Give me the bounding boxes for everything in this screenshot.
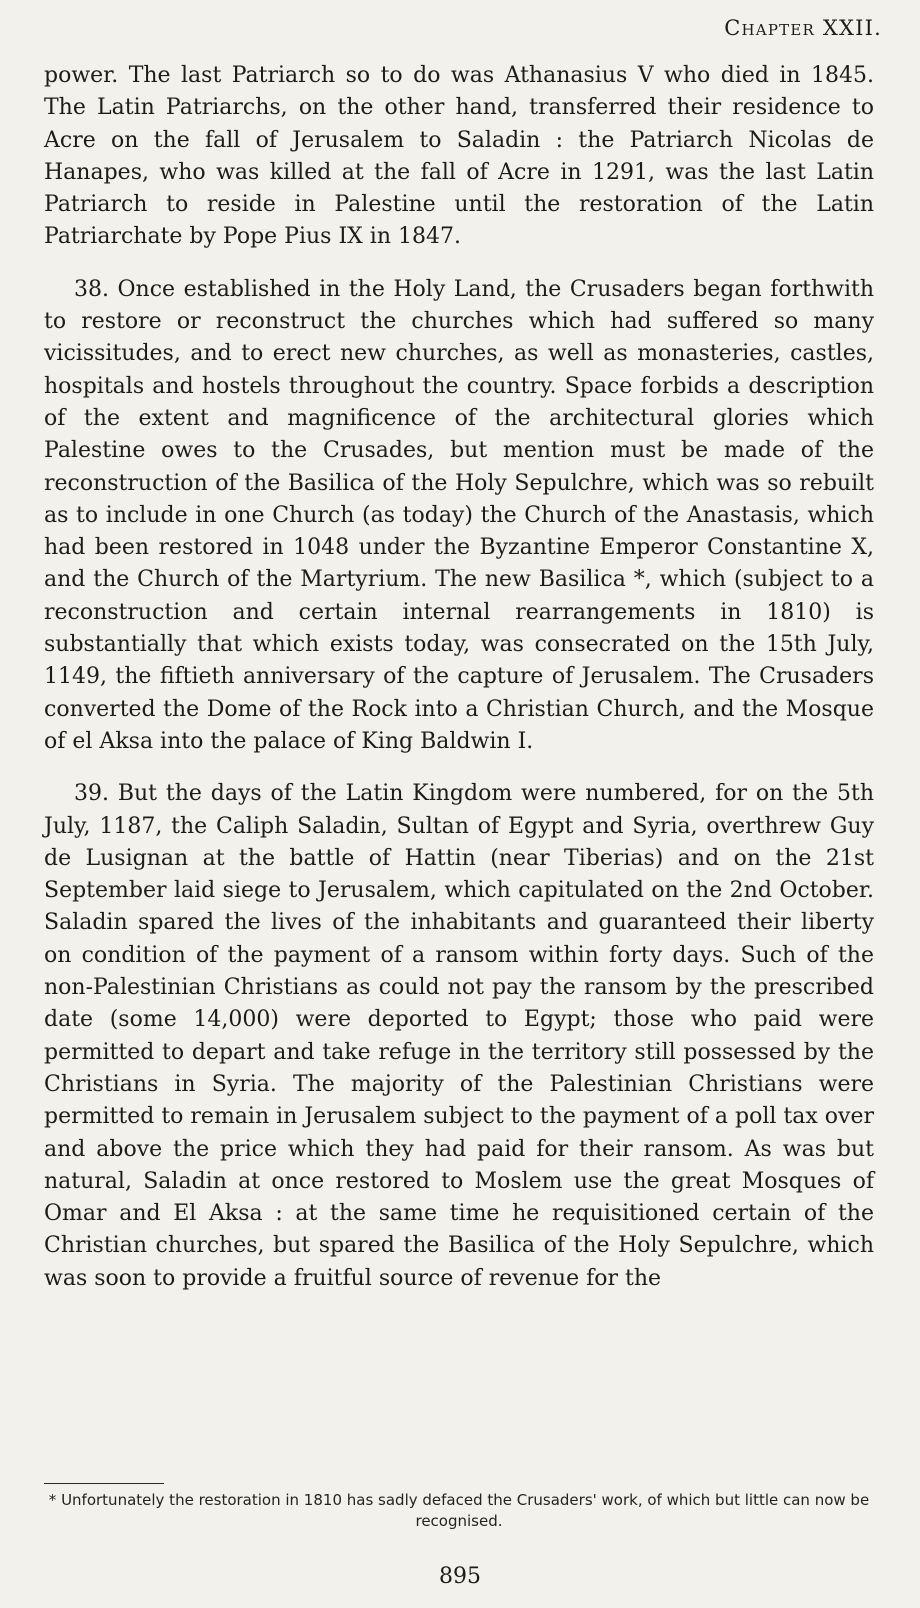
footnote: * Unfortunately the restoration in 1810 has sadly defaced the Crusaders' work, of which but little can now be recognised. [48, 1491, 870, 1530]
running-head: Chapter XXII. [724, 16, 882, 40]
footnote-divider [44, 1483, 164, 1484]
paragraph-39: 39. But the days of the Latin Kingdom were numbered, for on the 5th July, 1187, the Caliph Saladin, Sultan of Egypt and Syria, overthrew Guy de Lusignan at the battle of Hattin (near Tiberias) and on the 21st September laid siege to Jerusalem, which capitulated on the 2nd October. Saladin spared the lives of the inhabitants and guaranteed their liberty on condition of the payment of a ransom within forty days. Such of the non-Palestinian Christians as could not pay the ransom by the prescribed date (some 14,000) were deported to Egypt; those who paid were permitted to depart and take refuge in the territory still possessed by the Christians in Syria. The majority of the Palestinian Christians were permitted to remain in Jerusalem subject to the payment of a poll tax over and above the price which they had paid for their ransom. As was but natural, Saladin at once restored to Moslem use the great Mosques of Omar and El Aksa : at the same time he requisitioned certain of the Christian churches, but spared the Basilica of the Holy Sepulchre, which was soon to provide a fruitful source of revenue for the [44, 781, 874, 1291]
paragraph-continued: power. The last Patriarch so to do was Athanasius V who died in 1845. The Latin Patriarchs, on the other hand, transferred their residence to Acre on the fall of Jerusalem to Saladin : the Patriarch Nicolas de Hanapes, who was killed at the fall of Acre in 1291, was the last Latin Patriarch to reside in Palestine until the restoration of the Latin Patriarchate by Pope Pius IX in 1847. [44, 63, 874, 250]
page-number: 895 [439, 1564, 481, 1589]
body-text [44, 60, 874, 1295]
paragraph-38: 38. Once established in the Holy Land, the Crusaders began forthwith to restore or reconstruct the churches which had suffered so many vicissitudes, and to erect new churches, as well as monasteries, castles, hospitals and hostels throughout the country. Space forbids a description of the extent and magnificence of the architectural glories which Palestine owes to the Crusades, but mention must be made of the reconstruction of the Basilica of the Holy Sepulchre, which was so rebuilt as to include in one Church (as today) the Church of the Anastasis, which had been restored in 1048 under the Byzantine Emperor Constantine X, and the Church of the Martyrium. The new Basilica *, which (subject to a reconstruction and certain internal rearrangements in 1810) is substantially that which exists today, was consecrated on the 15th July, 1149, the fiftieth anniversary of the capture of Jerusalem. The Crusaders converted the Dome of the Rock into a Christian Church, and the Mosque of el Aksa into the palace of King Baldwin I. [44, 276, 874, 754]
